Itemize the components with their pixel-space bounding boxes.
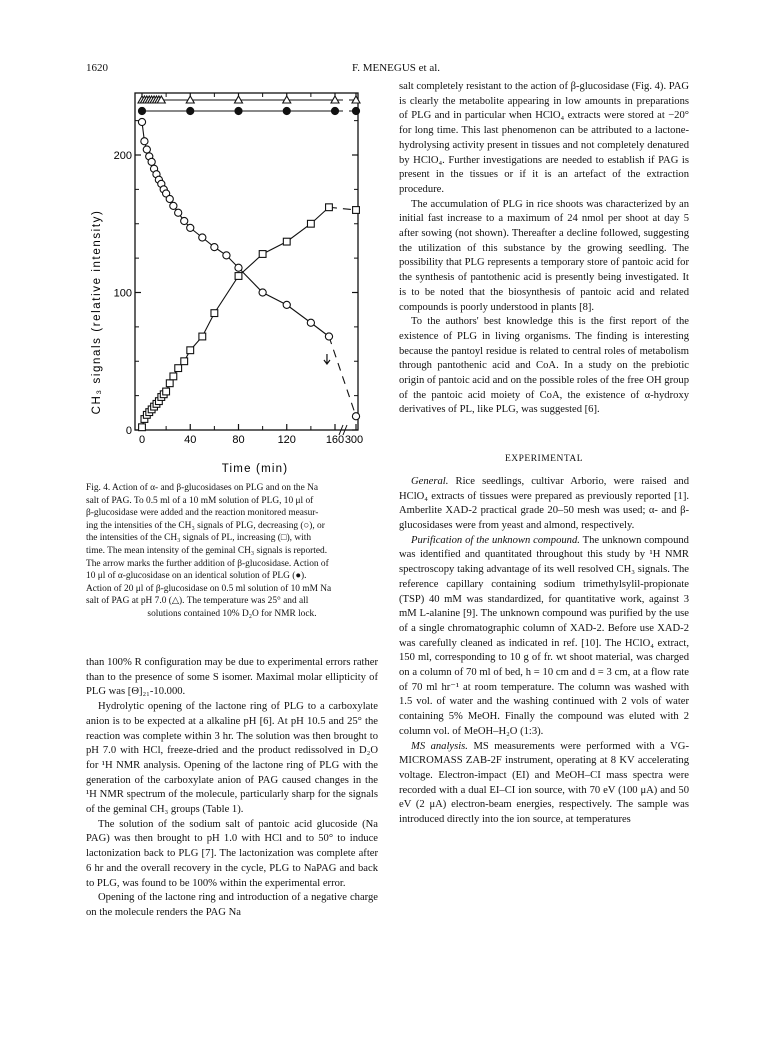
- data-point: [235, 107, 242, 114]
- y-axis-label: CH₃ signals (relative intensity): [91, 209, 103, 415]
- paragraph: Hydrolytic opening of the lactone ring of PLG to a carboxylate anion is to be expected at a alkaline pH [6]. At pH 10.5 and 25° the reaction was complete within 3 hr. The solution was then brought to pH 7.0 with HCl, freeze-dried and the product redissolved in D₂O for ¹H NMR analysis. Opening of the lactone ring of PLG with the generation of the carboxylate anion of PAG caused changes in the ¹H NMR spectrum of the molecule, particularly sharp for the signals of the geminal CH₃ groups (Table 1).: [86, 701, 378, 816]
- caption-line: β-glucosidase were added and the reaction monitored measur-: [86, 508, 319, 519]
- paragraph: The solution of the sodium salt of pantoic acid glucoside (Na PAG) was then brought to pH 1.0 with HCl and to 50° to induce lactonization back to PLG [7]. The lactonization was complete after 6 hr and the overall recovery in the cycle, PLG to NaPAG and back to PLG, was found to be 100% within the experimental error.: [86, 818, 378, 889]
- paragraph-text: Rice seedlings, cultivar Arborio, were raised and HClO₄ extracts of tissues were prepared as previously reported [1]. Amberlite XAD-2 practical grade 20–50 mesh was used; α- and β-glucosidases were from yeast and almond, respectively.: [399, 475, 690, 531]
- data-point: [235, 273, 242, 280]
- run-in-heading: General.: [411, 475, 449, 487]
- data-point: [175, 365, 182, 372]
- data-point: [187, 347, 194, 354]
- data-point: [138, 107, 145, 114]
- series-filled-circle: [138, 107, 359, 114]
- series-open-triangle: [138, 96, 360, 103]
- x-tick-label: 40: [184, 434, 197, 446]
- data-point: [259, 289, 266, 296]
- data-point: [326, 204, 333, 211]
- left-column: [86, 656, 378, 921]
- caption-line: ing the intensities of the CH₃ signals of PLG, decreasing (○), or: [86, 520, 325, 531]
- page-number: 1620: [86, 62, 108, 74]
- run-in-heading: MS analysis.: [411, 740, 468, 752]
- caption-line: Fig. 4. Action of α- and β-glucosidases on PLG and on the Na: [86, 483, 319, 493]
- data-point: [181, 217, 188, 224]
- caption-line: Action of 20 μl of β-glucosidase on 0.5 ml solution of 10 mM Na: [86, 583, 332, 594]
- section-heading: EXPERIMENTAL: [504, 454, 584, 465]
- data-point: [352, 107, 359, 114]
- data-point: [170, 373, 177, 380]
- x-axis-label: Time (min): [221, 463, 289, 475]
- data-point: [187, 224, 194, 231]
- series-break-line: [329, 337, 356, 417]
- data-point: [187, 107, 194, 114]
- data-point: [211, 244, 218, 251]
- run-in-heading: Purification of the unknown compound.: [411, 534, 580, 546]
- paragraph: salt completely resistant to the action of β-glucosidase (Fig. 4). PAG is clearly the metabolite appearing in low amounts in preparations of PLG and in particular when HClO₄ extracts were stored at −20° for long time. This last phenomenon can be attributed to a lactone-hydrolysing activity present in tissues and not completely denatured by HClO₄. Further investigations are needed to establish if PAG is present in the tissues or if it is an artefact of the extraction procedure.: [399, 81, 689, 195]
- data-point: [223, 252, 230, 259]
- paragraph: To the authors' best knowledge this is the first report of the existence of PLG in living organisms. The finding is interesting because the pantoyl residue is related to central roles of metabolism through pantothenic acid and CoA. In a study on the prebiotic origin of pantoic acid and on the possible roles of the free OH group of the pantoic acid moiety of CoA, the existence of α-hydroxy derivatives of PL, like PLG, was suggested [6].: [399, 316, 689, 416]
- right-column: [399, 80, 689, 828]
- data-point: [235, 264, 242, 271]
- running-title: F. MENEGUS et al.: [352, 62, 441, 74]
- paragraph: Opening of the lactone ring and introduction of a negative charge on the molecule renders the PAG Na: [86, 892, 378, 918]
- y-tick-label: 100: [113, 287, 132, 300]
- paragraph-text: MS measurements were performed with a VG-MICROMASS ZAB-2F instrument, operating at 8 KV accelerating voltage. Electron-impact (EI) and MeOH–CI mass spectra were recorded with a dual EI–CI ion source, with 70 eV (100 μA) and 50 eV (2 μA) electron-beam energies, respectively. The sample was introduced directly into the ion source, at temperatures: [399, 740, 689, 826]
- data-point: [352, 413, 359, 420]
- data-point: [148, 158, 155, 165]
- data-point: [181, 358, 188, 365]
- x-tick-label: 300: [344, 434, 364, 446]
- data-point: [163, 388, 170, 395]
- data-point: [139, 424, 146, 431]
- data-point: [141, 138, 148, 145]
- data-point: [211, 310, 218, 317]
- data-point: [353, 207, 360, 214]
- data-point: [199, 333, 206, 340]
- data-point: [325, 333, 332, 340]
- data-point: [143, 146, 150, 153]
- figure-4-chart: [80, 80, 380, 480]
- data-point: [283, 238, 290, 245]
- x-tick-label: 160: [325, 434, 345, 446]
- caption-line: salt of PAG. To 0.5 ml of a 10 mM solution of PLG, 10 μl of: [86, 495, 314, 506]
- data-point: [307, 220, 314, 227]
- data-point: [331, 107, 338, 114]
- caption-line: solutions contained 10% D₂O for NMR lock.: [147, 608, 317, 619]
- series-break-line: [329, 207, 356, 210]
- data-point: [166, 380, 173, 387]
- paragraph-text: The unknown compound was identified and quantitated throughout this study by ¹H NMR spectroscopy taking advantage of its well resolved CH₃ signals. The reference capillary containing sodium trimethylsylil-propionate (TSP) 40 mM was standardized, for quantitative work, against 3 mM L-alanine [9]. The unknown compound was purified by the use of a single chromatographic column of XAD-2. Before use XAD-2 was carefully cleaned as indicated in ref. [10]. The HClO₄ extract, 150 ml, corresponding to 10 g of fr. wt shoot material, was charged on a column of 70 ml of bed, h = 10 cm and d = 3 cm, at a flow rate of 70 ml hr⁻¹ at room temperature. The column was washed with 1.5 vol. of water and the washing continued with 2 vols of water containing 5% MeOH. Finally the compound was eluted with 2 column vol. of MeOH–H₂O (1:3).: [399, 534, 689, 737]
- paragraph: [399, 475, 689, 534]
- data-point: [283, 301, 290, 308]
- caption-line: the intensities of the CH₃ signals of PL, increasing (□), with: [86, 533, 312, 544]
- figure-caption: [86, 482, 378, 621]
- paragraph: The accumulation of PLG in rice shoots was characterized by an initial fast increase to a maximum of 24 nmol per shoot at day 5 after sowing (not shown). Thereafter a decline followed, suggesting the utilization of this substance by the growing seedling. The possibility that PLG represents a temporary store of pantoic acid for the synthesis of pantothenic acid is presently being investigated. It is to be noted that the biosynthesis of pantoic acid and related compounds is poorly understood in plants [8].: [399, 198, 689, 313]
- caption-line: salt of PAG at pH 7.0 (△). The temperature was 25° and all: [86, 596, 309, 607]
- data-point: [307, 319, 314, 326]
- data-point: [259, 251, 266, 258]
- caption-line: The arrow marks the further addition of β-glucosidase. Action of: [86, 558, 329, 569]
- x-tick-label: 0: [138, 434, 146, 446]
- data-point: [199, 234, 206, 241]
- series-open-square: [139, 204, 360, 431]
- series-line: [142, 122, 329, 337]
- paragraph: [399, 534, 689, 740]
- x-tick-label: 80: [232, 434, 245, 446]
- data-point: [283, 107, 290, 114]
- y-tick-label: 0: [125, 425, 132, 437]
- data-point: [166, 195, 173, 202]
- paragraph: than 100% R configuration may be due to experimental errors rather than to the presence of some S isomer. Maximal molar ellipticity of PLG was [Θ]₂₁-10.000.: [86, 657, 378, 698]
- addition-arrow: [324, 354, 330, 364]
- caption-line: time. The mean intensity of the geminal CH₃ signals is reported.: [86, 545, 328, 556]
- data-point: [175, 209, 182, 216]
- x-tick-label: 120: [277, 434, 296, 446]
- data-point: [138, 118, 145, 125]
- paragraph: [399, 740, 689, 828]
- y-tick-label: 200: [113, 150, 132, 162]
- caption-line: 10 μl of α-glucosidase on an identical solution of PLG (●).: [86, 571, 307, 582]
- data-point: [170, 202, 177, 209]
